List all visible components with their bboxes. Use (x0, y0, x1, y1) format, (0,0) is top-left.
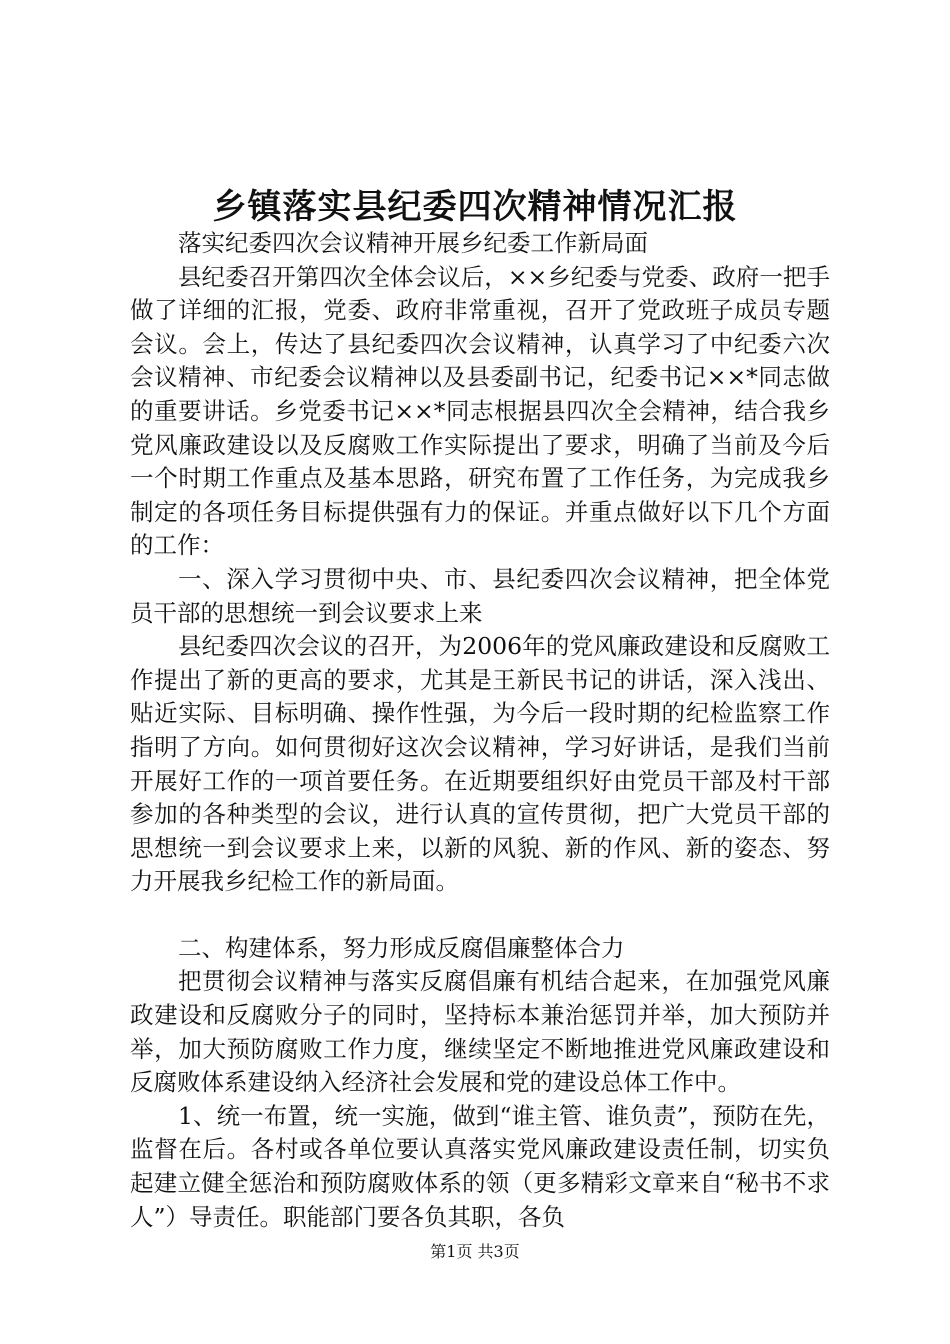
paragraph-section-1: 县纪委四次会议的召开，为2006年的党风廉政建设和反腐败工作提出了新的更高的要求，尤其是王新民书记的讲话，深入浅出、贴近实际、目标明确、操作性强，为今后一段时期的纪检监察工作指明了方向。如何贯彻好这次会议精神，学习好讲话，是我们当前开展好工作的一项首要任务。在近期要组织好由党员干部及村干部参加的各种类型的会议，进行认真的宣传贯彻，把广大党员干部的思想统一到会议要求上来，以新的风貌、新的作风、新的姿态、努力开展我乡纪检工作的新局面。 (130, 632, 830, 896)
paragraph-section-2: 把贯彻会议精神与落实反腐倡廉有机结合起来，在加强党风廉政建设和反腐败分子的同时，坚持标本兼治惩罚并举，加大预防并举，加大预防腐败工作力度，继续坚定不断地推进党风廉政建设和反腐败体系建设纳入经济社会发展和党的建设总体工作中。 (130, 967, 830, 1097)
paragraph-subtitle: 落实纪委四次会议精神开展乡纪委工作新局面 (178, 229, 648, 257)
section-heading-1: 一、深入学习贯彻中央、市、县纪委四次会议精神，把全体党员干部的思想统一到会议要求上来 (130, 564, 830, 627)
paragraph-item-1: 1、统一布置，统一实施，做到“谁主管、谁负责”，预防在先，监督在后。各村或各单位要认真落实党风廉政建设责任制，切实负起建立健全惩治和预防腐败体系的领（更多精彩文章来自“秘书不求人”）导责任。职能部门要各负其职，各负 (130, 1101, 830, 1231)
paragraph-intro: 县纪委召开第四次全体会议后，××乡纪委与党委、政府一把手做了详细的汇报，党委、政府非常重视，召开了党政班子成员专题会议。会上，传达了县纪委四次会议精神，认真学习了中纪委六次会议精神、市纪委会议精神以及县委副书记，纪委书记××*同志做的重要讲话。乡党委书记××*同志根据县四次全会精神，结合我乡党风廉政建设以及反腐败工作实际提出了要求，明确了当前及今后一个时期工作重点及基本思路，研究布置了工作任务，为完成我乡制定的各项任务目标提供强有力的保证。并重点做好以下几个方面的工作： (130, 262, 830, 560)
document-title: 乡镇落实县纪委四次精神情况汇报 (212, 187, 738, 227)
section-heading-2: 二、构建体系，努力形成反腐倡廉整体合力 (178, 933, 625, 962)
paragraph-spacer (130, 899, 830, 932)
page-footer: 第1页 共3页 (430, 1242, 520, 1261)
document-body (130, 227, 830, 1234)
